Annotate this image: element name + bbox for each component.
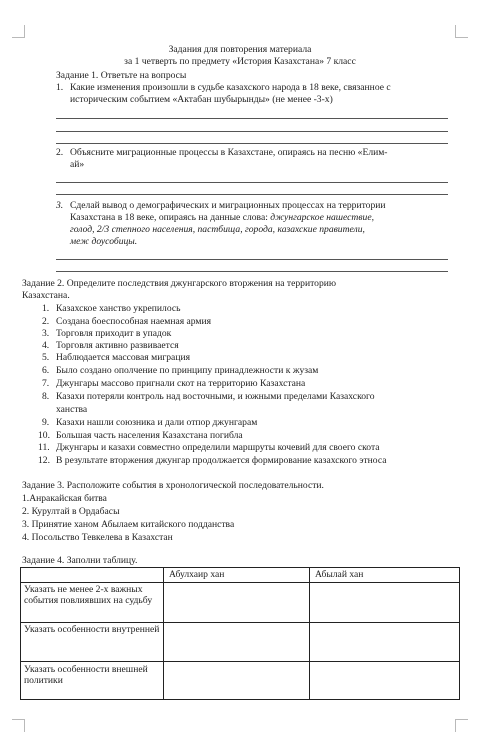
task1-q2-line1: Объясните миграционные процессы в Казахстане, опираясь на песню «Елим- bbox=[70, 147, 388, 158]
task1-q3-line2-plain: Казахстана в 18 веке, опираясь на данные слова: bbox=[70, 212, 271, 223]
header-line-1: Задания для повторения материала bbox=[168, 44, 312, 55]
task1-q2-line2: ай» bbox=[70, 159, 85, 170]
list-item: В результате вторжения джунгар продолжается формирование казахского этноса bbox=[56, 455, 387, 466]
table-header-abylai: Абылай хан bbox=[310, 568, 460, 583]
header-line-2: за 1 четверть по предмету «История Казахстана» 7 класс bbox=[124, 56, 356, 67]
task1-title: Задание 1. Ответьте на вопросы bbox=[56, 70, 187, 81]
list-item-number: 11. bbox=[38, 442, 50, 453]
table-row bbox=[21, 661, 460, 699]
task1-q3-line2-italic: джунгарское нашествие, bbox=[270, 212, 374, 223]
task1-q3-line1: Сделай вывод о демографических и миграционных процессах на территории bbox=[70, 200, 386, 211]
task3-item-1: 1.Анракайская битва bbox=[22, 493, 107, 504]
answer-line[interactable] bbox=[56, 271, 448, 272]
list-item-number: 8. bbox=[42, 391, 50, 402]
task4-title: Задание 4. Заполни таблицу. bbox=[22, 555, 138, 566]
answer-line[interactable] bbox=[56, 118, 448, 119]
list-item: Казахи нашли союзника и дали отпор джунгарам bbox=[56, 417, 258, 428]
table-row bbox=[21, 622, 460, 661]
table-row-label-events: Указать не менее 2-х важных события повлиявших на судьбу bbox=[21, 582, 164, 622]
table-row bbox=[21, 582, 460, 622]
table-header-row bbox=[21, 568, 460, 583]
answer-line[interactable] bbox=[56, 194, 448, 195]
task1-q3-line3: голод, 2/3 степного населения, пастбища, города, казахские правители, bbox=[70, 224, 365, 235]
list-item-number: 2. bbox=[42, 316, 50, 327]
answer-line[interactable] bbox=[56, 143, 448, 144]
table-row-label-internal: Указать особенности внутренней bbox=[21, 622, 164, 661]
task1-q1-line2: историческим событием «Актабан шубырынды» (не менее -3-х) bbox=[70, 94, 333, 105]
margin-corner-mark bbox=[455, 25, 468, 38]
answer-line[interactable] bbox=[56, 131, 448, 132]
list-item-number: 3. bbox=[42, 328, 50, 339]
margin-corner-mark bbox=[12, 719, 25, 732]
list-item-number: 6. bbox=[42, 365, 50, 376]
table-cell-input[interactable] bbox=[164, 582, 310, 622]
list-item: Торговля активно развивается bbox=[56, 340, 179, 351]
task4-table bbox=[20, 567, 460, 700]
answer-line[interactable] bbox=[56, 182, 448, 183]
table-row-label-external: Указать особенности внешней политики bbox=[21, 661, 164, 699]
task2-title-line1: Задание 2. Определите последствия джунгарского вторжения на территорию bbox=[22, 278, 337, 289]
table-cell-input[interactable] bbox=[310, 622, 460, 661]
list-item-number: 7. bbox=[42, 378, 50, 389]
task1-q1-line1: Какие изменения произошли в судьбе казахского народа в 18 веке, связанное с bbox=[70, 82, 391, 93]
answer-line[interactable] bbox=[56, 259, 448, 260]
list-item: Казахи потеряли контроль над восточными, и южными пределами Казахского bbox=[56, 391, 375, 402]
list-item-number: 10. bbox=[38, 430, 50, 441]
task3-item-3: 3. Принятие ханом Абылаем китайского подданства bbox=[22, 519, 235, 530]
table-cell-input[interactable] bbox=[310, 661, 460, 699]
table-corner-cell bbox=[21, 568, 164, 583]
list-item: Джунгары и казахи совместно определили маршруты кочевий для своего скота bbox=[56, 442, 380, 453]
list-item: Большая часть населения Казахстана погибла bbox=[56, 430, 243, 441]
task1-q3-number: 3. bbox=[56, 200, 64, 211]
task2-title-line2: Казахстана. bbox=[22, 290, 70, 301]
task1-q2-number: 2. bbox=[56, 147, 64, 158]
task1-q3-line4: меж доусобицы. bbox=[70, 236, 138, 247]
list-item-number: 12. bbox=[38, 455, 50, 466]
task1-q3-line2 bbox=[70, 212, 374, 224]
task2-item8-continuation: ханства bbox=[56, 404, 88, 415]
margin-corner-mark bbox=[455, 719, 468, 732]
list-item: Джунгары массово пригнали скот на территорию Казахстана bbox=[56, 378, 306, 389]
task3-title: Задание 3. Расположите события в хронологической последовательности. bbox=[22, 480, 324, 491]
list-item: Торговля приходит в упадок bbox=[56, 328, 172, 339]
list-item-number: 4. bbox=[42, 340, 50, 351]
task1-q1-number: 1. bbox=[56, 82, 64, 93]
list-item-number: 1. bbox=[42, 303, 50, 314]
list-item-number: 5. bbox=[42, 352, 50, 363]
list-item: Создана боеспособная наемная армия bbox=[56, 316, 212, 327]
task3-item-2: 2. Курултай в Ордабасы bbox=[22, 506, 120, 517]
task3-item-4: 4. Посольство Тевкелева в Казахстан bbox=[22, 532, 173, 543]
list-item: Казахское ханство укрепилось bbox=[56, 303, 181, 314]
list-item-number: 9. bbox=[42, 417, 50, 428]
table-header-abulkhair: Абулхаир хан bbox=[164, 568, 310, 583]
list-item: Было создано ополчение по принципу принадлежности к жузам bbox=[56, 365, 319, 376]
table-cell-input[interactable] bbox=[164, 622, 310, 661]
table-cell-input[interactable] bbox=[310, 582, 460, 622]
table-cell-input[interactable] bbox=[164, 661, 310, 699]
list-item: Наблюдается массовая миграция bbox=[56, 352, 190, 363]
margin-corner-mark bbox=[12, 25, 25, 38]
